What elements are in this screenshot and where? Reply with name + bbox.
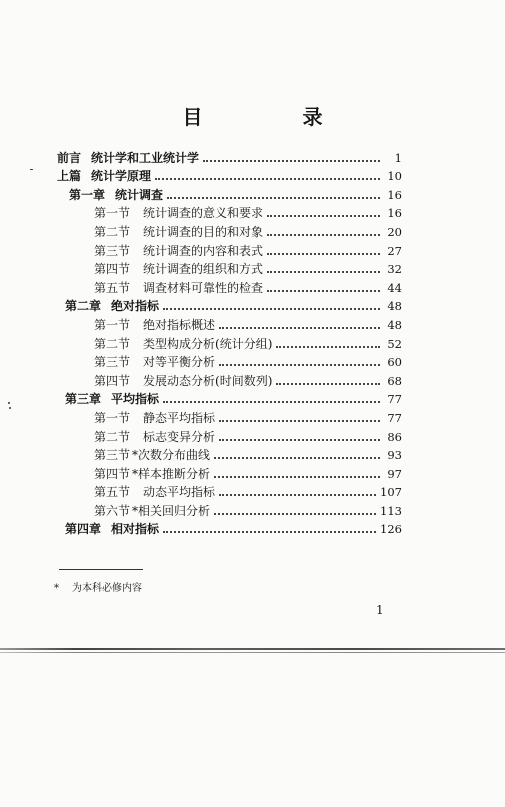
toc-entry-title: 发展动态分析(时间数列): [143, 373, 273, 388]
toc-entry: [57, 462, 402, 481]
toc-entry-page: 52: [387, 336, 402, 351]
page-number: 1: [376, 603, 384, 617]
toc-entry-page: 126: [380, 522, 402, 537]
page-title: 目 录: [182, 105, 363, 129]
toc-entry: [57, 518, 402, 537]
footnote-mark: *: [54, 583, 59, 594]
toc-entry-label: 第二章: [65, 299, 102, 314]
scan-edge-line: [0, 652, 505, 653]
toc-entry-label: 第二节: [94, 336, 131, 351]
toc-entry-page: 97: [387, 466, 402, 481]
toc-entry-page: 48: [387, 317, 402, 332]
scan-edge-line: [0, 648, 505, 650]
toc-entry-label: 第三章: [65, 392, 102, 407]
toc-entry-page: 32: [387, 262, 402, 277]
toc-entry-title: 统计调查的意义和要求: [143, 206, 264, 221]
toc-entry-page: 27: [387, 243, 402, 258]
toc-entry-title: 绝对指标概述: [143, 317, 216, 332]
toc-entry: [57, 239, 402, 258]
toc-dot-leader: [276, 345, 380, 348]
toc-entry: [57, 295, 402, 314]
toc-entry-label: 第一节: [94, 410, 131, 425]
toc-entry-title: 统计调查的组织和方式: [143, 262, 264, 277]
toc-entry-label: 第六节: [94, 503, 131, 518]
toc-dot-leader: [163, 530, 376, 533]
toc-dot-leader: [167, 196, 380, 199]
toc-entry-page: 16: [387, 206, 402, 221]
toc-entry-title: 绝对指标: [111, 299, 160, 314]
toc-dot-leader: [214, 456, 380, 459]
toc-entry-title: 统计学原理: [91, 169, 152, 184]
toc-dot-leader: [163, 400, 380, 403]
toc-entry-title: 统计学和工业统计学: [91, 150, 200, 165]
toc-entry-title: 平均指标: [111, 392, 160, 407]
scan-speck: [30, 169, 33, 170]
toc-entry-label: 第四节: [94, 262, 131, 277]
toc-entry-page: 77: [387, 392, 402, 407]
toc-entry-page: 86: [387, 429, 402, 444]
toc-entry-title: 统计调查的内容和表式: [143, 243, 264, 258]
toc-entry: [57, 481, 402, 500]
toc-dot-leader: [219, 493, 376, 496]
toc-dot-leader: [219, 326, 380, 329]
toc-entry-label: 第一节: [94, 317, 131, 332]
toc-entry-page: 20: [387, 224, 402, 239]
toc-entry-title: 类型构成分析(统计分组): [143, 336, 273, 351]
toc-dot-leader: [219, 438, 380, 441]
toc-entry-label: 第四节: [94, 373, 131, 388]
toc-entry-title: 调查材料可靠性的检查: [143, 280, 264, 295]
toc-entry-label: 第一节: [94, 206, 131, 221]
toc-dot-leader: [219, 363, 380, 366]
scan-speck: [8, 402, 10, 404]
toc-dot-leader: [267, 270, 380, 273]
toc-entry-page: 107: [380, 485, 402, 500]
toc-dot-leader: [219, 419, 380, 422]
toc-entry-page: 16: [387, 187, 402, 202]
toc-entry-label: 第二节: [94, 429, 131, 444]
toc-entry-page: 77: [387, 410, 402, 425]
toc-entry-label: 第四节: [94, 466, 131, 481]
toc-entry: [57, 499, 402, 518]
toc-entry: [57, 351, 402, 370]
toc-entry-page: 93: [387, 448, 402, 463]
toc-entry-page: 68: [387, 373, 402, 388]
toc-entry-label: 第三节: [94, 243, 131, 258]
toc-entry-label: 上篇: [57, 169, 82, 184]
toc-entry-label: 第五节: [94, 280, 131, 295]
toc-entry-label: 第二节: [94, 224, 131, 239]
toc-entry-label: 第一章: [69, 187, 106, 202]
toc-entry: [57, 202, 402, 221]
toc-dot-leader: [203, 159, 380, 162]
toc-entry-label: 第五节: [94, 485, 131, 500]
toc-entry: [57, 258, 402, 277]
toc-dot-leader: [214, 512, 376, 515]
toc-entry-page: 113: [380, 503, 402, 518]
toc-entry: [57, 388, 402, 407]
toc-entry: [57, 313, 402, 332]
toc-entry: [57, 146, 402, 165]
toc-entry-title: 统计调查的目的和对象: [143, 224, 264, 239]
toc-entry-title: 统计调查: [115, 187, 164, 202]
toc-entry: [57, 165, 402, 184]
toc-entry-title: 动态平均指标: [143, 485, 216, 500]
toc-dot-leader: [267, 233, 380, 236]
toc-entry-title: 对等平衡分析: [143, 355, 216, 370]
toc-entry-label: 第三节: [94, 448, 131, 463]
toc-entry-page: 10: [387, 169, 402, 184]
toc-entry-page: 44: [387, 280, 402, 295]
toc-dot-leader: [214, 475, 380, 478]
toc-entry: [57, 406, 402, 425]
toc-dot-leader: [155, 177, 380, 180]
toc-entry: [57, 332, 402, 351]
toc-dot-leader: [267, 214, 380, 217]
toc-entry-page: 1: [394, 150, 402, 165]
table-of-contents: [57, 146, 402, 536]
toc-dot-leader: [276, 382, 380, 385]
toc-entry-title: *样本推断分析: [132, 466, 211, 481]
toc-entry: [57, 444, 402, 463]
toc-entry: [57, 369, 402, 388]
footnote: [54, 579, 142, 594]
toc-entry-page: 60: [387, 355, 402, 370]
scan-speck: [9, 407, 11, 409]
toc-dot-leader: [267, 289, 380, 292]
toc-entry: [57, 220, 402, 239]
toc-entry: [57, 425, 402, 444]
toc-entry-title: *次数分布曲线: [132, 448, 211, 463]
toc-entry-page: 48: [387, 299, 402, 314]
toc-entry-title: *相关回归分析: [132, 503, 211, 518]
toc-entry: [57, 183, 402, 202]
toc-entry: [57, 276, 402, 295]
toc-entry-title: 静态平均指标: [143, 410, 216, 425]
toc-entry-label: 第四章: [65, 522, 102, 537]
toc-dot-leader: [267, 252, 380, 255]
footnote-divider: [59, 569, 143, 570]
toc-entry-label: 第三节: [94, 355, 131, 370]
toc-entry-title: 标志变异分析: [143, 429, 216, 444]
toc-entry-label: 前言: [57, 150, 82, 165]
footnote-text: 为本科必修内容: [72, 583, 142, 594]
toc-dot-leader: [163, 307, 380, 310]
toc-entry-title: 相对指标: [111, 522, 160, 537]
